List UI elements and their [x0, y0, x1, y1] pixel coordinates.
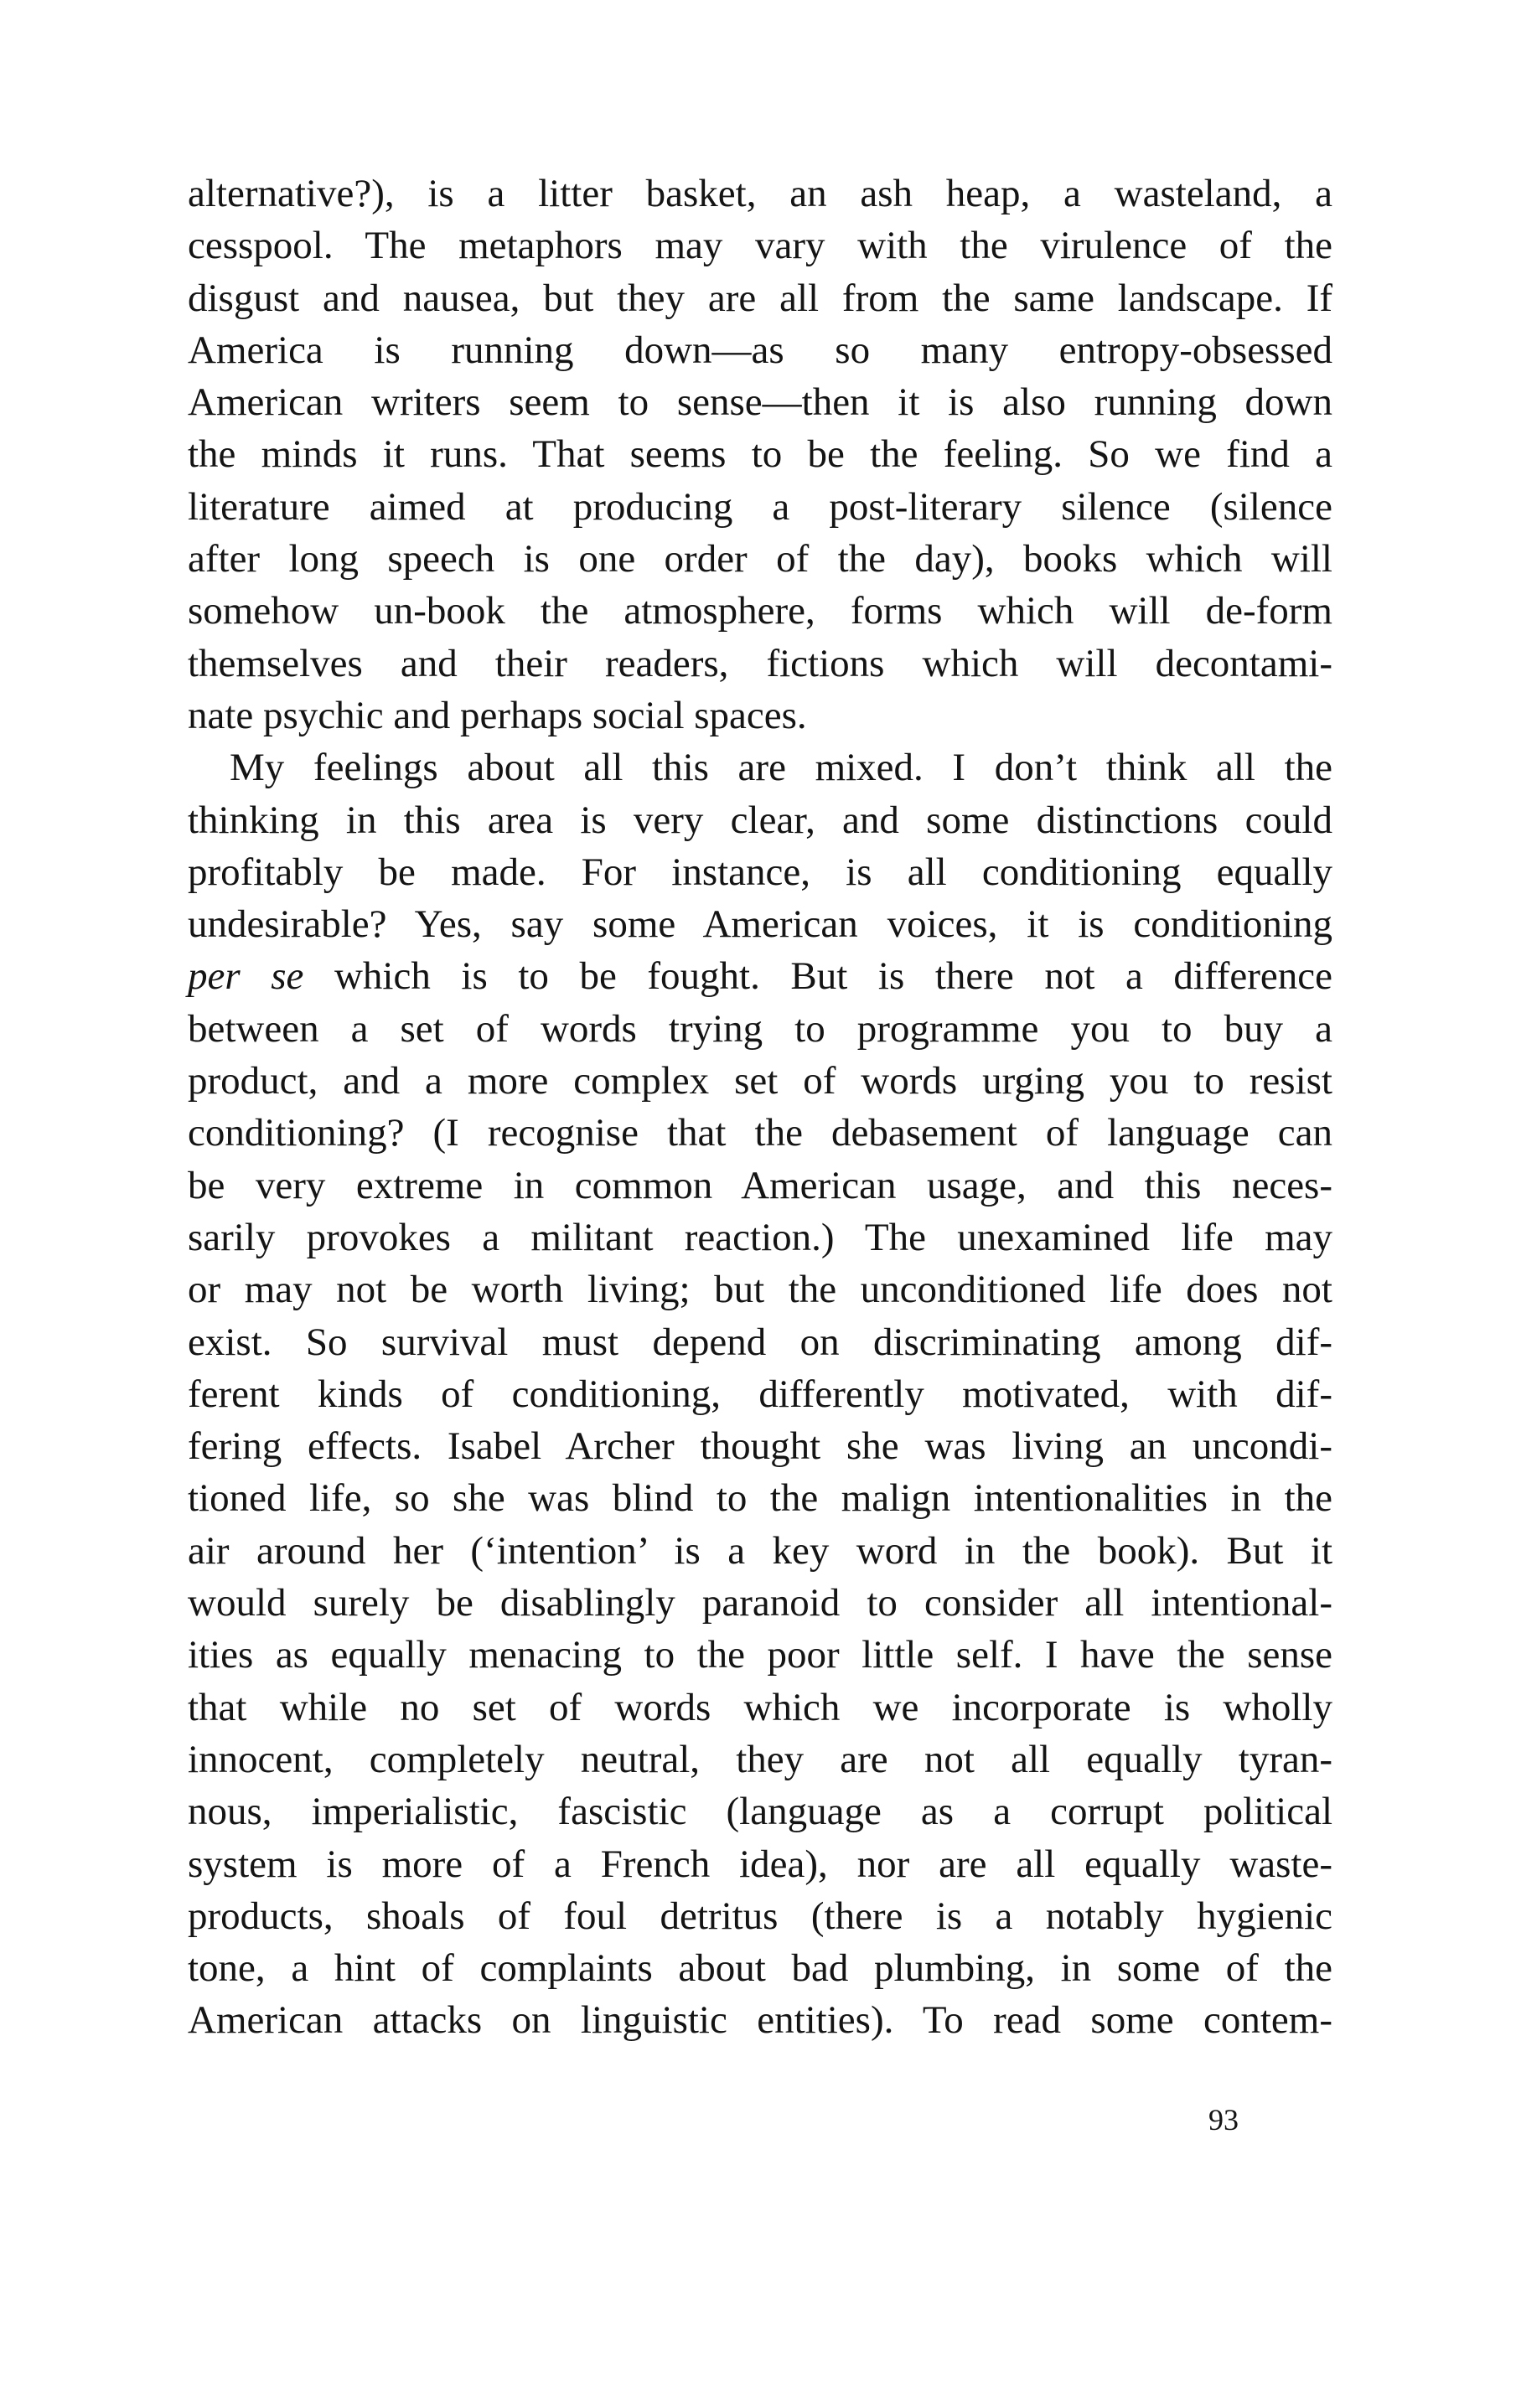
text-line: fering effects. Isabel Archer thought she was living an uncondi-: [188, 1424, 1332, 1469]
text-line: system is more of a French idea), nor are all equally waste-: [188, 1842, 1332, 1886]
text-line: themselves and their readers, fictions which will decontami-: [188, 641, 1332, 685]
text-line: sarily provokes a militant reaction.) The unexamined life may: [188, 1215, 1332, 1259]
text-line: nate psychic and perhaps social spaces.: [188, 693, 807, 737]
body-text: [188, 168, 1332, 2047]
text-line: the minds it runs. That seems to be the feeling. So we find a: [188, 432, 1332, 477]
text-line: products, shoals of foul detritus (there is a notably hygienic: [188, 1894, 1332, 1938]
text-line: conditioning? (I recognise that the debasement of language can: [188, 1111, 1332, 1155]
page-number: 93: [1208, 2103, 1239, 2137]
text-line-remainder: which is to be fought. But is there not a difference: [334, 954, 1332, 999]
text-line: alternative?), is a litter basket, an ash heap, a wasteland, a: [188, 172, 1332, 215]
text-line: profitably be made. For instance, is all conditioning equally: [188, 850, 1332, 894]
text-line: product, and a more complex set of words urging you to resist: [188, 1059, 1332, 1103]
italic-phrase: per se: [188, 954, 304, 999]
text-line: nous, imperialistic, fascistic (language as a corrupt political: [188, 1790, 1332, 1834]
text-line: literature aimed at producing a post-literary silence (silence: [188, 484, 1332, 529]
text-line-with-italic: [188, 950, 1332, 1002]
text-line: somehow un-book the atmosphere, forms which will de-form: [188, 589, 1332, 633]
text-line: American writers seem to sense—then it is also running down: [188, 380, 1332, 425]
text-line: America is running down—as so many entropy-obsessed: [188, 328, 1332, 372]
text-line: would surely be disablingly paranoid to consider all intentional-: [188, 1581, 1332, 1625]
text-line: tioned life, so she was blind to the malign intentionalities in the: [188, 1476, 1332, 1521]
text-line: exist. So survival must depend on discriminating among dif-: [188, 1320, 1332, 1364]
text-line: cesspool. The metaphors may vary with the virulence of the: [188, 224, 1332, 268]
text-line: thinking in this area is very clear, and some distinctions could: [188, 798, 1332, 842]
text-line: that while no set of words which we incorporate is wholly: [188, 1685, 1332, 1729]
text-line: or may not be worth living; but the unconditioned life does not: [188, 1268, 1332, 1312]
text-line: American attacks on linguistic entities). To read some contem-: [188, 1998, 1332, 2043]
text-line: after long speech is one order of the day), books which will: [188, 537, 1332, 581]
text-line: disgust and nausea, but they are all from the same landscape. If: [188, 276, 1332, 320]
text-line: innocent, completely neutral, they are not all equally tyran-: [188, 1737, 1332, 1781]
text-line: between a set of words trying to programme you to buy a: [188, 1006, 1332, 1051]
text-line: air around her (‘intention’ is a key word in the book). But it: [188, 1528, 1332, 1573]
text-line: undesirable? Yes, say some American voices, it is conditioning: [188, 902, 1332, 947]
text-line: My feelings about all this are mixed. I don’t think all the: [230, 746, 1332, 790]
text-line: ferent kinds of conditioning, differently motivated, with dif-: [188, 1372, 1332, 1416]
text-line: ities as equally menacing to the poor little self. I have the sense: [188, 1633, 1332, 1677]
text-line: be very extreme in common American usage, and this neces-: [188, 1163, 1332, 1207]
text-line: tone, a hint of complaints about bad plumbing, in some of the: [188, 1946, 1332, 1991]
